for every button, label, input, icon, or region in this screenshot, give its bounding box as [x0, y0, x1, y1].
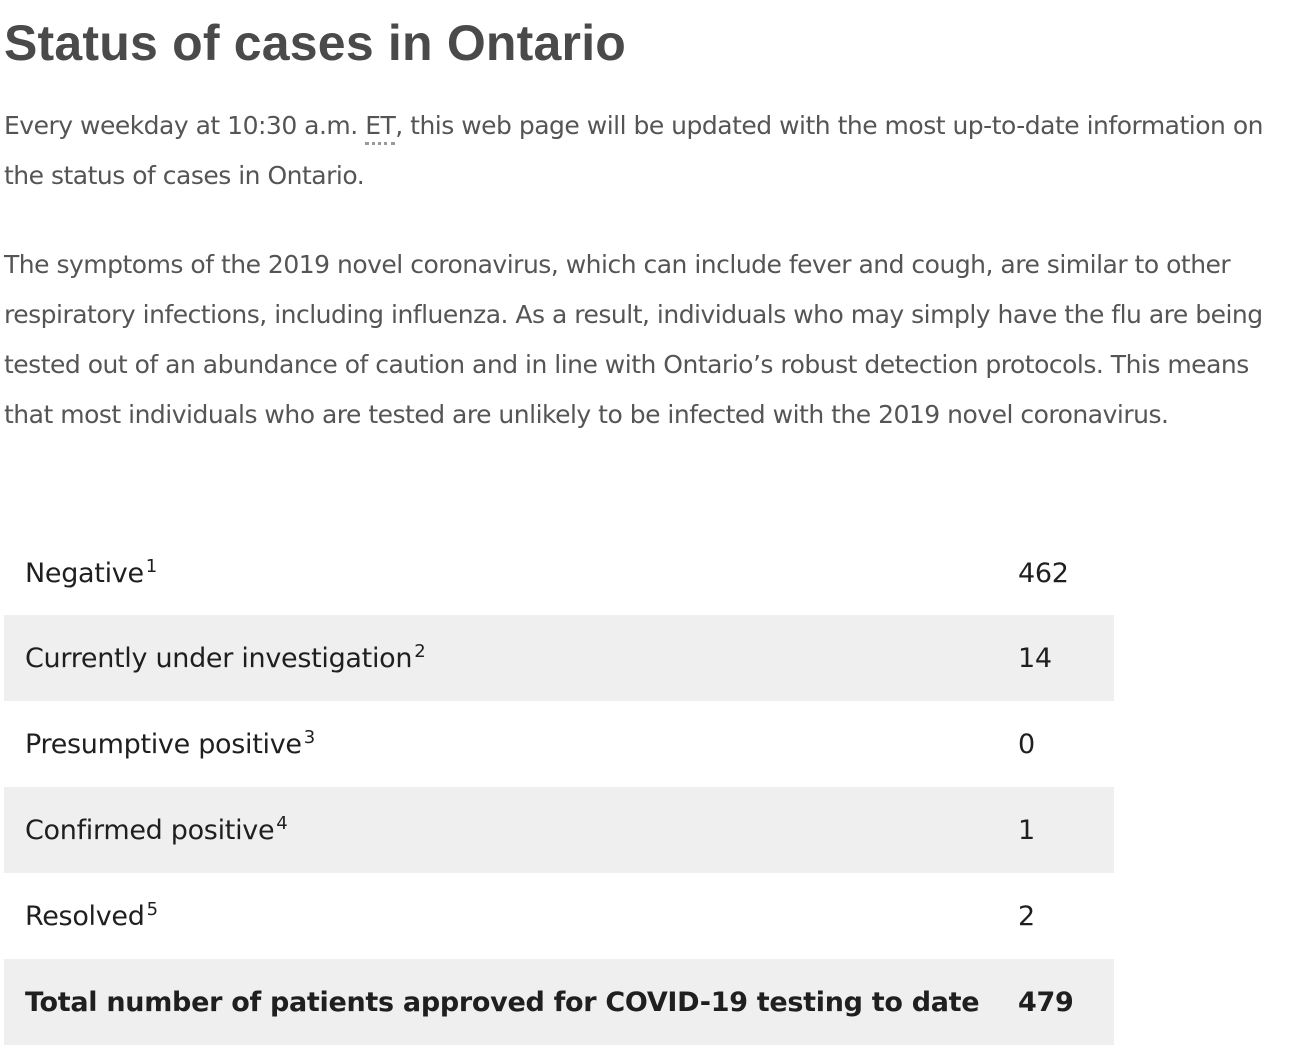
row-label [4, 873, 1004, 959]
footnote-link[interactable]: 4 [276, 812, 288, 834]
row-label-text: Negative [25, 557, 144, 589]
update-schedule-text: Every weekday at 10:30 a.m. [4, 111, 366, 140]
case-status-table [4, 531, 1114, 1045]
update-schedule-paragraph [4, 101, 1264, 201]
symptoms-paragraph: The symptoms of the 2019 novel coronavirus, which can include fever and cough, are similar to other respiratory infections, including influenza. As a result, individuals who may simply have the flu are being tested out of an abundance of caution and in line with Ontario’s robust detection protocols. This means that most individuals who are tested are unlikely to be infected with the 2019 novel coronavirus. [4, 250, 1263, 429]
total-label: Total number of patients approved for COVID-19 testing to date [25, 986, 980, 1018]
table-row [4, 873, 1114, 959]
row-value: 0 [1018, 728, 1035, 760]
table-row [4, 701, 1114, 787]
row-label [4, 787, 1004, 873]
table-row [4, 787, 1114, 873]
total-row [4, 959, 1114, 1045]
row-label [4, 531, 1004, 615]
table-row [4, 615, 1114, 701]
row-value: 462 [1018, 557, 1069, 589]
row-label-text: Presumptive positive [25, 728, 302, 760]
page-title: Status of cases in Ontario [4, 15, 627, 71]
row-label [4, 701, 1004, 787]
row-value: 2 [1018, 900, 1035, 932]
eastern-time-abbr[interactable]: ET [365, 111, 395, 145]
footnote-link[interactable]: 5 [146, 898, 158, 920]
update-schedule-text-rest: , this web page will be updated with the most up-to-date information on the status of cases in Ontario. [4, 111, 1263, 190]
row-value: 1 [1018, 814, 1035, 846]
row-label [4, 615, 1004, 701]
row-value: 14 [1018, 642, 1052, 674]
table-row [4, 531, 1114, 615]
footnote-link[interactable]: 1 [145, 555, 157, 577]
footnote-link[interactable]: 3 [303, 726, 315, 748]
row-label-text: Confirmed positive [25, 814, 275, 846]
row-label-text: Currently under investigation [25, 642, 413, 674]
row-label-text: Resolved [25, 900, 145, 932]
footnote-link[interactable]: 2 [414, 640, 426, 662]
total-value: 479 [1018, 986, 1074, 1018]
